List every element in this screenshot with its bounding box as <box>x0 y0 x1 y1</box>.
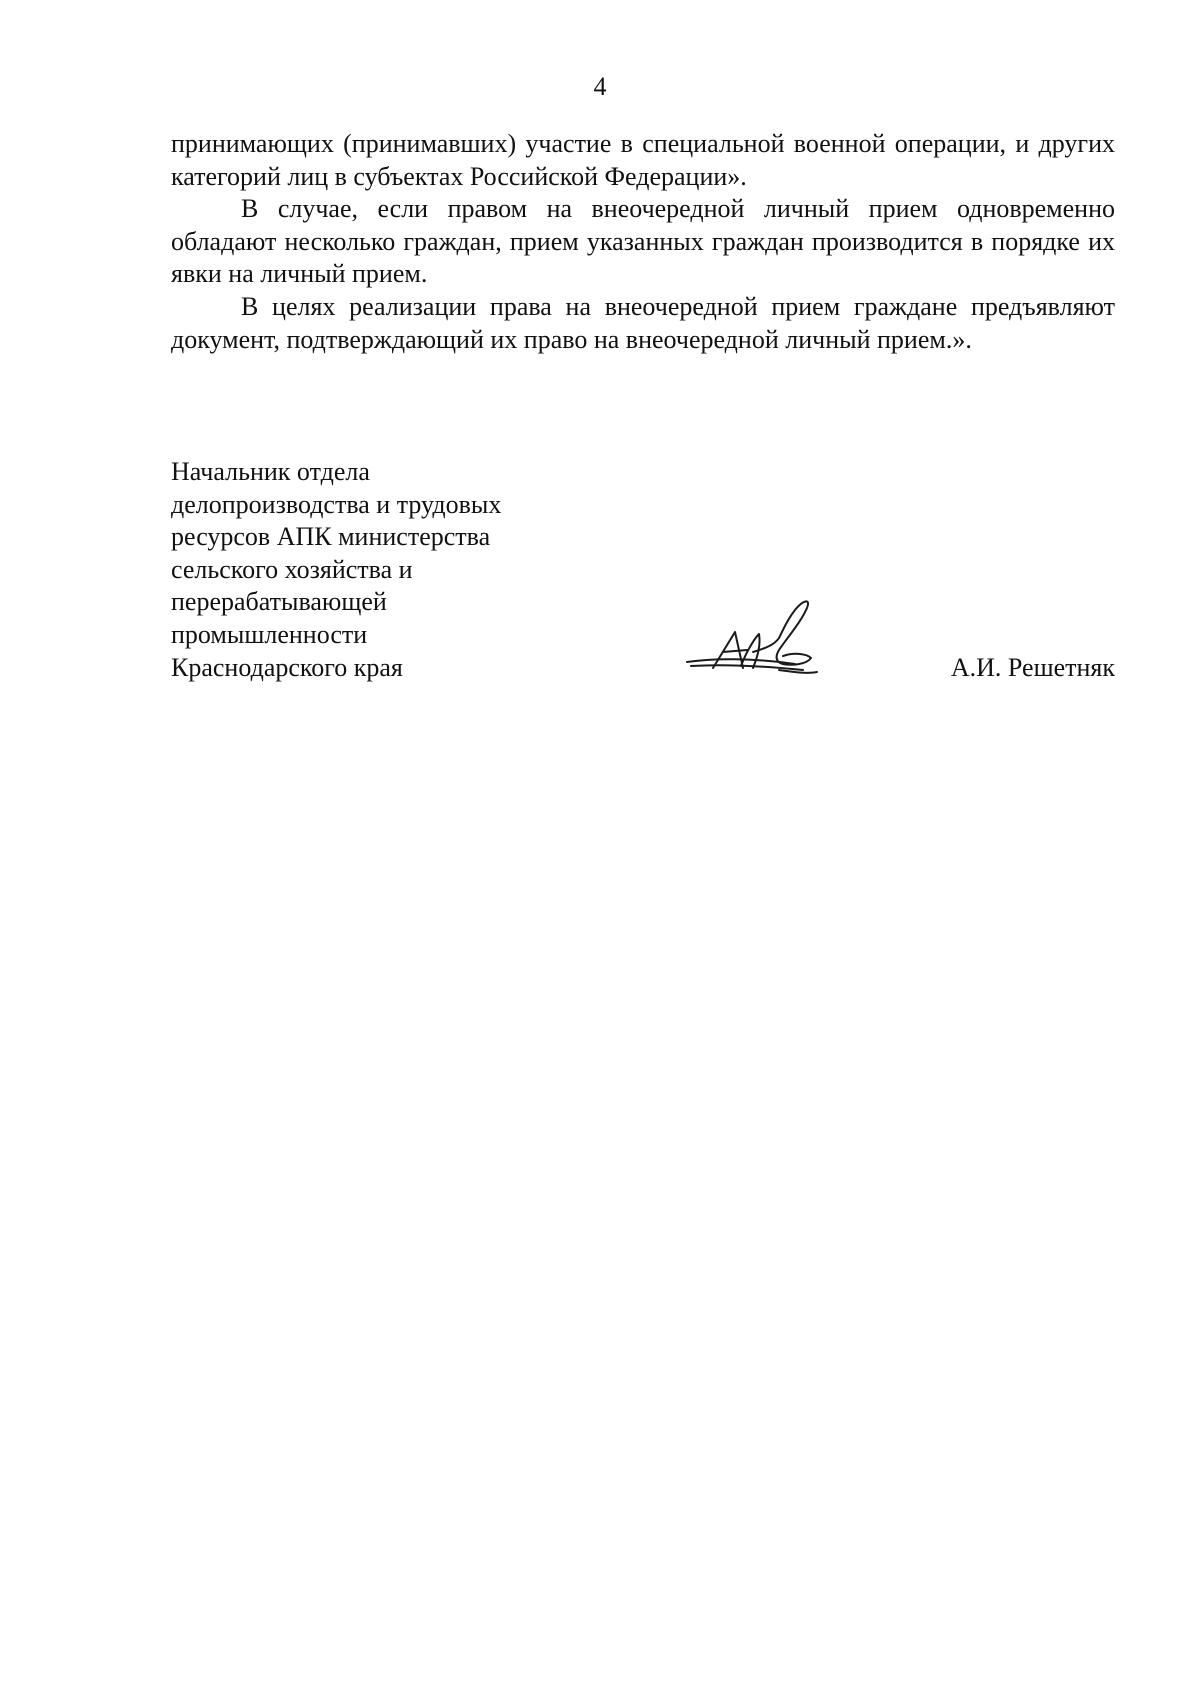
signer-position-line: промышленности <box>171 619 368 649</box>
signer-position-line: Краснодарского края <box>171 652 403 682</box>
signer-position-line: перерабатывающей <box>171 587 387 617</box>
signer-position <box>171 456 591 684</box>
signature-block <box>171 456 1115 696</box>
handwritten-signature <box>683 594 823 684</box>
document-body <box>171 128 1115 356</box>
paragraph-order-of-reception: В случае, если правом на внеочередной личный прием одновременно обладают несколько граждан, прием указанных граждан производится в порядке их явки на личный прием. <box>171 194 1115 289</box>
signer-name: А.И. Решетняк <box>950 652 1115 682</box>
signer-position-line: делопроизводства и трудовых <box>171 489 502 519</box>
signer-position-line: Начальник отдела <box>171 457 370 486</box>
signer-position-line: сельского хозяйства и <box>171 554 413 584</box>
signer-position-line: ресурсов АПК министерства <box>171 522 491 552</box>
paragraph-continuation: принимающих (принимавших) участие в специальной военной операции, и других категорий лиц в субъектах Российской Федерации». <box>171 129 1115 191</box>
page-number: 4 <box>593 72 607 101</box>
paragraph-document-requirement: В целях реализации права на внеочередной прием граждане предъявляют документ, подтверждающий их право на внеочередной личный прием.». <box>171 291 1115 354</box>
